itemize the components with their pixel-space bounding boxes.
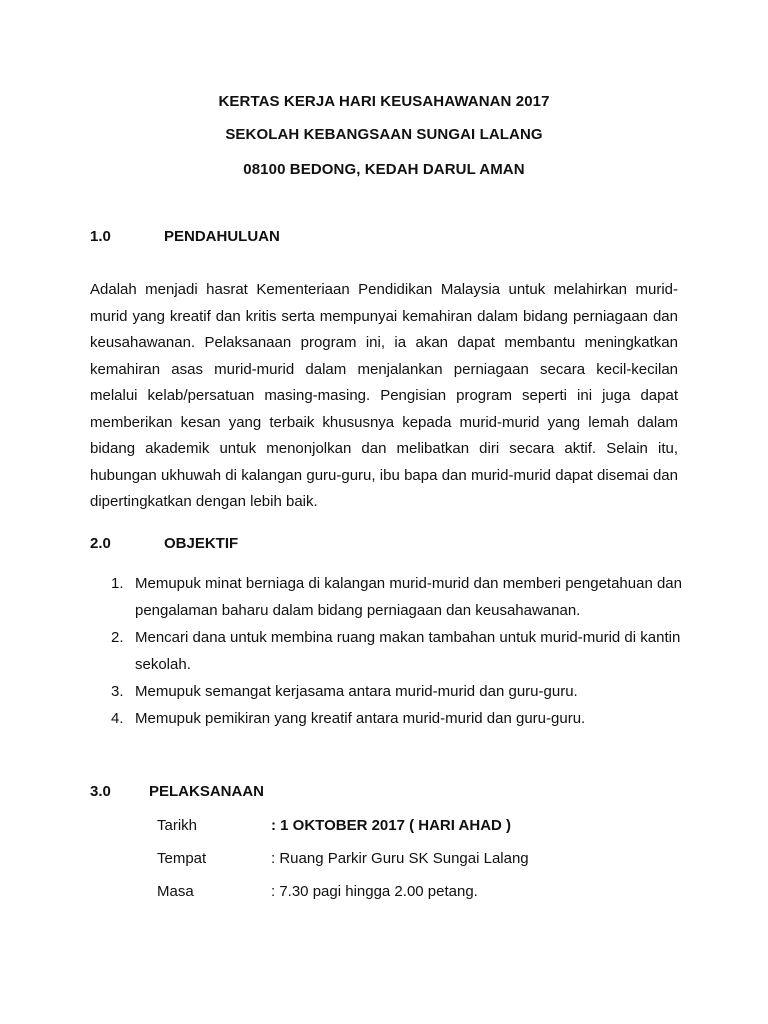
detail-row-tarikh: [157, 817, 511, 834]
detail-label: Tarikh: [157, 817, 198, 834]
section-2-heading: [90, 535, 238, 552]
document-title-line-2: SEKOLAH KEBANGSAAN SUNGAI LALANG: [225, 126, 543, 143]
section-1-paragraph: Adalah menjadi hasrat Kementeriaan Pendidikan Malaysia untuk melahirkan murid-murid yang kreatif dan kritis serta mempunyai kemahiran dalam bidang perniagaan dan keusahawanan. Pelaksanaan program ini, ia akan dapat membantu meningkatkan kemahiran asas murid-murid dalam menjalankan perniagaan secara kecil-kecilan melalui kelab/persatuan masing-masing. Pengisian program seperti ini juga dapat memberikan kesan yang terbaik khususnya kepada murid-murid yang lemah dalam bidang akademik untuk menonjolkan dan melibatkan diri secara aktif. Selain itu, hubungan ukhuwah di kalangan guru-guru, ibu bapa dan murid-murid dapat disemai dan dipertingkatkan dengan lebih baik.: [90, 281, 678, 510]
section-2-title: OBJEKTIF: [164, 535, 239, 552]
detail-value: : Ruang Parkir Guru SK Sungai Lalang: [271, 850, 529, 867]
objective-number: 3.: [111, 683, 124, 700]
detail-row-tempat: [157, 850, 529, 867]
list-item: [111, 570, 691, 624]
detail-value: : 1 OKTOBER 2017 ( HARI AHAD ): [271, 817, 512, 834]
detail-value: : 7.30 pagi hingga 2.00 petang.: [271, 883, 478, 900]
list-item: [111, 705, 691, 732]
section-3-heading: [90, 783, 264, 800]
objective-text: Mencari dana untuk membina ruang makan tambahan untuk murid-murid di kantin sekolah.: [135, 629, 681, 673]
section-1-number: 1.0: [90, 228, 111, 245]
section-1-title: PENDAHULUAN: [164, 228, 280, 245]
section-3-number: 3.0: [90, 783, 111, 800]
document-title-line-3: 08100 BEDONG, KEDAH DARUL AMAN: [243, 161, 525, 178]
objective-list: [111, 570, 691, 732]
objective-text: Memupuk minat berniaga di kalangan murid-murid dan memberi pengetahuan dan pengalaman baharu dalam bidang perniagaan dan keusahawanan.: [135, 575, 682, 619]
objective-text: Memupuk semangat kerjasama antara murid-murid dan guru-guru.: [135, 683, 578, 700]
list-item: [111, 678, 691, 705]
objective-text: Memupuk pemikiran yang kreatif antara murid-murid dan guru-guru.: [135, 710, 586, 727]
objective-number: 1.: [111, 575, 124, 592]
detail-label: Tempat: [157, 850, 207, 867]
detail-row-masa: [157, 883, 478, 900]
section-1-heading: [90, 228, 280, 245]
detail-label: Masa: [157, 883, 194, 900]
list-item: [111, 624, 691, 678]
objective-number: 2.: [111, 629, 124, 646]
document-title-line-1: KERTAS KERJA HARI KEUSAHAWANAN 2017: [218, 93, 550, 110]
objective-number: 4.: [111, 710, 124, 727]
section-3-title: PELAKSANAAN: [149, 783, 265, 800]
section-2-number: 2.0: [90, 535, 111, 552]
